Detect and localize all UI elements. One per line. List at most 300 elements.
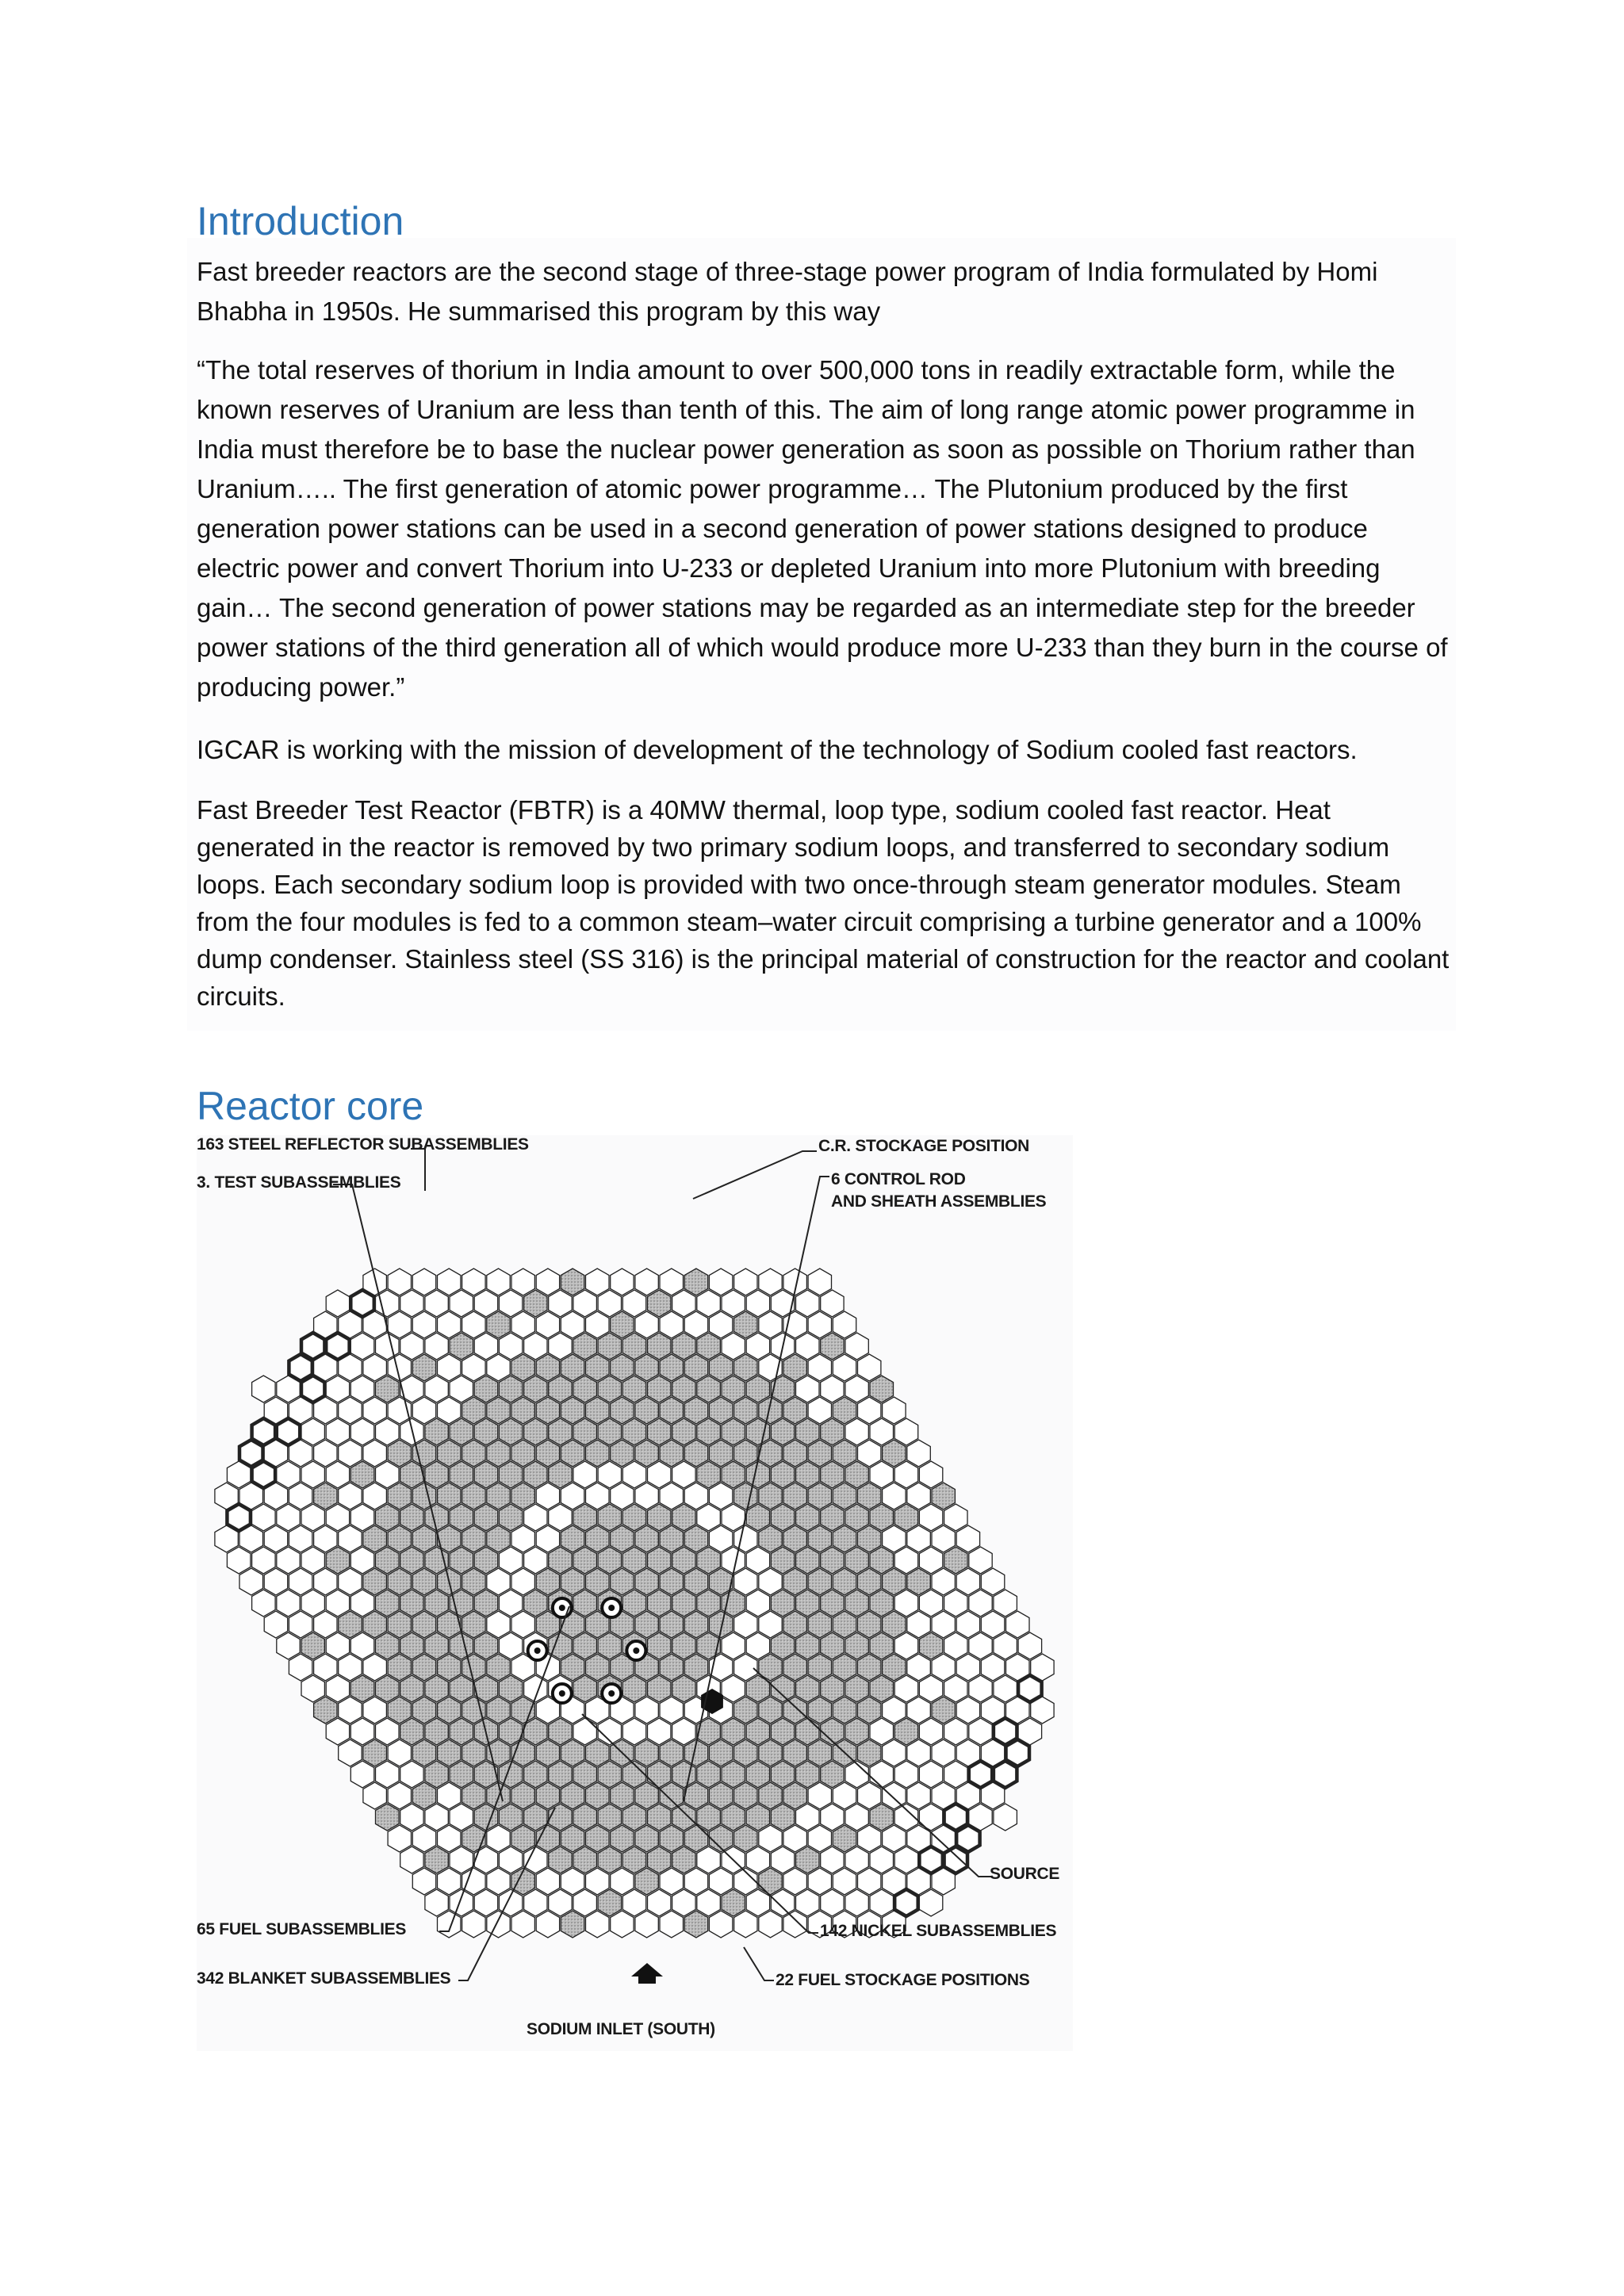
core-hex-cell [611,1911,634,1938]
core-hex-cell [660,1697,684,1724]
core-hex-cell [858,1397,881,1424]
core-hex-cell [301,1504,324,1531]
introduction-heading: Introduction [197,199,404,243]
core-hex-cell [648,1333,671,1360]
control-rod-dot [608,1605,615,1611]
core-hex-cell [561,1269,584,1295]
core-hex-cell [709,1269,732,1295]
core-hex-cell [301,1547,324,1574]
intro-quote-paragraph: “The total reserves of thorium in India amount to over 500,000 tons in readily extractable form, while the known reserves of Uranium are less than tenth of this. The aim of long range atomic power programme in India must therefore be to base the nuclear power generation as soon as possible on Thorium rather than Uranium….. The first generation of atomic power programme… The Plutonium produced by the first generation power stations can be used in a second generation of power stations designed to produce electric power and convert Thorium into U-233 or depleted Uranium into more Plutonium with breeding gain… The second generation of power stations may be regarded as an intermediate step for the breeder power stations of the third generation all of which would produce more U-233 than they burn in the course of producing power.” [197,355,1448,702]
core-hex-cell [697,1461,721,1488]
label-source: SOURCE [990,1865,1060,1883]
core-hex-cell [450,1761,473,1788]
core-hex-cell [438,1269,461,1295]
core-hex-cell [660,1354,684,1381]
core-hex-cell [289,1611,312,1638]
core-hex-cell [734,1782,757,1809]
core-hex-cell [1018,1632,1042,1659]
core-hex-cell [870,1675,894,1702]
core-hex-cell [759,1782,782,1809]
core-hex-cell [956,1697,979,1724]
core-hex-cell [833,1525,856,1552]
core-hex-cell [611,1525,634,1552]
core-hex-cell [376,1675,400,1702]
core-hex-cell [833,1611,856,1638]
core-hex-cell [363,1397,387,1424]
core-hex-cell [870,1804,894,1831]
core-hex-cell [783,1354,807,1381]
core-hex-cell [894,1590,918,1617]
core-hex-cell [684,1397,708,1424]
core-hex-cell [994,1632,1017,1659]
core-hex-cell [573,1461,597,1488]
core-hex-cell [833,1697,856,1724]
core-hex-cell [412,1782,435,1809]
core-hex-cell [648,1461,671,1488]
core-hex-cell [611,1440,634,1467]
core-hex-cell [326,1376,349,1402]
core-hex-cell [462,1525,486,1552]
core-hex-cell [487,1483,510,1510]
core-hex-cell [425,1461,448,1488]
core-hex-cell [919,1718,942,1745]
core-hex-cell [586,1354,610,1381]
core-hex-cell [586,1739,610,1766]
core-hex-cell [400,1632,423,1659]
core-hex-cell [932,1611,955,1638]
core-hex-cell [499,1290,522,1317]
core-hex-cell [450,1418,473,1445]
core-hex-cell [635,1269,658,1295]
core-hex-cell [821,1504,844,1531]
core-hex-cell [771,1804,795,1831]
core-hex-cell [536,1483,559,1510]
core-hex-cell [845,1846,868,1873]
core-hex-cell [474,1590,498,1617]
core-hex-cell [487,1354,510,1381]
core-hex-cell [573,1590,597,1617]
core-hex-cell [722,1889,745,1916]
core-hex-cell [474,1889,498,1916]
core-hex-cell [821,1590,844,1617]
core-hex-cell [388,1568,411,1595]
core-hex-cell [894,1718,918,1745]
core-hex-cell [821,1418,844,1445]
core-hex-cell [598,1333,621,1360]
core-hex-cell [833,1654,856,1681]
core-hex-cell [438,1782,461,1809]
core-hex-cell [450,1846,473,1873]
core-hex-cell [821,1290,844,1317]
core-hex-cell [326,1290,349,1317]
core-hex-cell [981,1654,1005,1681]
core-hex-cell [511,1525,534,1552]
core-hex-cell [870,1889,894,1916]
core-hex-cell [746,1290,769,1317]
core-hex-cell [450,1590,473,1617]
core-hex-cell [808,1739,831,1766]
core-hex-cell [573,1804,597,1831]
core-hex-cell [450,1632,473,1659]
core-hex-cell [808,1568,831,1595]
core-hex-cell [277,1632,300,1659]
core-hex-cell [734,1269,757,1295]
core-hex-cell [611,1825,634,1852]
core-hex-cell [412,1654,435,1681]
core-hex-cell [425,1590,448,1617]
core-hex-cell [932,1697,955,1724]
core-hex-cell [573,1290,597,1317]
core-hex-cell [821,1761,844,1788]
core-hex-cell [821,1333,844,1360]
core-hex-cell [697,1761,721,1788]
core-hex-cell [746,1461,769,1488]
core-hex-cell [425,1846,448,1873]
core-hex-cell [438,1654,461,1681]
core-hex-cell [883,1739,906,1766]
core-hex-cell [722,1675,745,1702]
core-hex-cell [907,1611,931,1638]
core-hex-cell [648,1889,671,1916]
core-hex-cell [339,1440,362,1467]
core-hex-cell [858,1568,881,1595]
core-hex-cell [549,1376,573,1402]
core-hex-cell [622,1547,645,1574]
core-hex-cell [314,1654,337,1681]
core-hex-cell [759,1739,782,1766]
core-hex-cell [722,1718,745,1745]
core-hex-cell [746,1761,769,1788]
core-hex-cell [598,1632,621,1659]
core-hex-cell [425,1504,448,1531]
core-hex-cell [339,1654,362,1681]
core-hex-cell [833,1568,856,1595]
core-hex-cell [833,1483,856,1510]
label-steel-reflector: 163 STEEL REFLECTOR SUBASSEMBLIES [197,1135,529,1154]
core-hex-cell [894,1547,918,1574]
core-hex-cell [660,1397,684,1424]
core-hex-cell [474,1376,498,1402]
core-hex-cell [833,1354,856,1381]
core-hex-cell [734,1697,757,1724]
core-hex-cell [734,1911,757,1938]
core-hex-cell [314,1483,337,1510]
core-hex-cell [549,1418,573,1445]
core-hex-cell [438,1483,461,1510]
core-hex-cell [746,1846,769,1873]
core-hex-cell [672,1461,696,1488]
core-hex-cell [783,1654,807,1681]
hex-grid [215,1269,1054,1938]
core-hex-cell [622,1376,645,1402]
core-hex-cell [821,1376,844,1402]
core-hex-cell [339,1397,362,1424]
core-hex-cell [326,1590,349,1617]
core-hex-cell [648,1718,671,1745]
core-hex-cell [759,1611,782,1638]
core-hex-cell [561,1911,584,1938]
core-hex-cell [412,1697,435,1724]
core-hex-cell [858,1440,881,1467]
core-hex-cell [289,1525,312,1552]
core-hex-cell [709,1911,732,1938]
core-hex-cell [499,1504,522,1531]
core-hex-cell [870,1761,894,1788]
core-hex-cell [746,1590,769,1617]
core-hex-cell [845,1590,868,1617]
leader-line [744,1947,774,1980]
core-hex-cell [697,1590,721,1617]
core-hex-cell [536,1911,559,1938]
core-hex-cell [524,1804,547,1831]
core-hex-cell [252,1547,276,1574]
core-hex-cell [450,1718,473,1745]
core-hex-cell [635,1525,658,1552]
core-hex-cell [450,1504,473,1531]
core-hex-cell [734,1825,757,1852]
core-hex-cell [400,1333,423,1360]
core-hex-cell [697,1804,721,1831]
core-hex-cell [697,1889,721,1916]
core-hex-cell [339,1697,362,1724]
core-hex-cell [648,1376,671,1402]
core-hex-cell [511,1440,534,1467]
core-hex-cell [561,1782,584,1809]
core-hex-cell [808,1354,831,1381]
core-hex-cell [536,1440,559,1467]
core-hex-cell [511,1782,534,1809]
core-hex-cell [944,1632,967,1659]
core-hex-cell [672,1632,696,1659]
core-hex-cell [919,1504,942,1531]
core-hex-cell [894,1675,918,1702]
core-hex-cell [573,1376,597,1402]
core-hex-cell [549,1290,573,1317]
core-hex-cell [487,1269,510,1295]
core-hex-cell [808,1311,831,1338]
core-hex-cell [697,1547,721,1574]
core-hex-cell [944,1504,967,1531]
leader-line [411,1149,425,1191]
core-hex-cell [672,1376,696,1402]
core-hex-cell [759,1697,782,1724]
core-hex-cell [796,1846,820,1873]
core-hex-cell [746,1504,769,1531]
core-hex-cell [845,1632,868,1659]
core-hex-cell [549,1804,573,1831]
core-hex-cell [783,1782,807,1809]
core-hex-cell [648,1290,671,1317]
core-hex-cell [462,1739,486,1766]
core-hex-cell [586,1654,610,1681]
core-hex-cell [450,1333,473,1360]
core-hex-cell [350,1504,374,1531]
core-hex-cell [438,1697,461,1724]
core-hex-cell [388,1483,411,1510]
core-hex-cell [622,1889,645,1916]
core-hex-cell [894,1461,918,1488]
core-hex-cell [289,1568,312,1595]
core-hex-cell [783,1440,807,1467]
core-hex-cell [783,1911,807,1938]
core-hex-cell [350,1590,374,1617]
core-hex-cell [462,1440,486,1467]
core-hex-cell [524,1290,547,1317]
core-hex-cell [412,1354,435,1381]
core-hex-cell [573,1718,597,1745]
core-hex-cell [462,1483,486,1510]
core-hex-cell [759,1568,782,1595]
core-hex-cell [734,1611,757,1638]
core-hex-cell [363,1611,387,1638]
core-hex-cell [301,1675,324,1702]
core-hex-cell [684,1440,708,1467]
core-hex-cell [808,1440,831,1467]
core-hex-cell [821,1632,844,1659]
core-hex-cell [919,1889,942,1916]
core-hex-cell [883,1611,906,1638]
core-hex-cell [969,1718,992,1745]
core-hex-cell [573,1846,597,1873]
core-hex-cell [684,1483,708,1510]
core-hex-cell [944,1590,967,1617]
core-hex-cell [883,1697,906,1724]
core-hex-cell [845,1718,868,1745]
core-hex-cell [894,1418,918,1445]
core-hex-cell [796,1761,820,1788]
core-hex-cell [511,1568,534,1595]
core-hex-cell [339,1611,362,1638]
core-hex-cell [350,1547,374,1574]
core-hex-cell [363,1654,387,1681]
core-hex-cell [511,1611,534,1638]
core-hex-cell [622,1461,645,1488]
core-hex-cell [956,1611,979,1638]
core-hex-cell [376,1804,400,1831]
core-hex-cell [709,1354,732,1381]
core-hex-cell [611,1269,634,1295]
core-hex-cell [660,1825,684,1852]
core-hex-cell [326,1718,349,1745]
core-hex-cell [672,1590,696,1617]
core-hex-cell [376,1761,400,1788]
core-hex-cell [363,1697,387,1724]
core-hex-cell [660,1483,684,1510]
core-hex-cell [350,1761,374,1788]
core-hex-cell [573,1889,597,1916]
core-hex-cell [400,1718,423,1745]
core-hex-cell [845,1333,868,1360]
core-hex-cell [363,1440,387,1467]
core-hex-cell [412,1269,435,1295]
core-hex-cell [907,1568,931,1595]
core-hex-cell [722,1504,745,1531]
core-hex-cell [746,1547,769,1574]
core-hex-cell [622,1846,645,1873]
core-hex-cell [462,1611,486,1638]
label-blanket-subassemblies: 342 BLANKET SUBASSEMBLIES [197,1969,451,1988]
core-hex-cell [561,1568,584,1595]
label-cr-stockage: C.R. STOCKAGE POSITION [818,1137,1030,1155]
core-hex-cell [932,1525,955,1552]
core-hex-cell [487,1611,510,1638]
core-hex-cell [573,1504,597,1531]
core-hex-cell [944,1718,967,1745]
core-hex-cell [648,1846,671,1873]
core-hex-cell [759,1911,782,1938]
core-hex-cell [932,1568,955,1595]
core-hex-cell [450,1461,473,1488]
core-hex-cell [549,1761,573,1788]
core-hex-cell [474,1290,498,1317]
core-hex-cell [821,1846,844,1873]
core-hex-cell [672,1804,696,1831]
core-hex-cell [524,1376,547,1402]
core-hex-cell [598,1461,621,1488]
core-hex-cell [376,1376,400,1402]
core-hex-cell [573,1675,597,1702]
core-hex-cell [771,1418,795,1445]
core-hex-cell [499,1547,522,1574]
core-hex-cell [549,1504,573,1531]
core-hex-cell [586,1397,610,1424]
control-rod-dot [534,1647,541,1654]
core-hex-cell [635,1397,658,1424]
core-hex-cell [376,1333,400,1360]
core-hex-cell [858,1483,881,1510]
core-hex-cell [549,1846,573,1873]
core-hex-cell [746,1376,769,1402]
core-hex-cell [277,1547,300,1574]
core-hex-cell [561,1483,584,1510]
core-hex-cell [796,1418,820,1445]
core-hex-cell [734,1311,757,1338]
core-hex-cell [474,1846,498,1873]
core-hex-cell [858,1868,881,1895]
core-hex-cell [611,1354,634,1381]
core-hex-cell [734,1525,757,1552]
core-hex-cell [796,1590,820,1617]
core-hex-cell [376,1547,400,1574]
core-hex-cell [981,1568,1005,1595]
core-hex-cell [672,1504,696,1531]
core-hex-cell [883,1825,906,1852]
core-hex-cell [894,1504,918,1531]
core-hex-cell [783,1739,807,1766]
core-hex-cell [919,1547,942,1574]
core-hex-cell [499,1333,522,1360]
label-nickel-subassemblies: 142 NICKEL SUBASSEMBLIES [820,1922,1057,1940]
core-hex-cell [796,1632,820,1659]
core-hex-cell [314,1525,337,1552]
core-hex-cell [660,1782,684,1809]
core-hex-cell [771,1632,795,1659]
core-hex-cell [907,1525,931,1552]
core-hex-cell [524,1718,547,1745]
intro-paragraph-fbtr: Fast Breeder Test Reactor (FBTR) is a 40MW thermal, loop type, sodium cooled fast reactor. Heat generated in the reactor is removed by two primary sodium loops, and transferred to secondary sodium loops. Each secondary sodium loop is provided with two once-through steam generator modules. Steam from the four modules is fed to a common steam–water circuit comprising a turbine generator and a 100% dump condenser. Stainless steel (SS 316) is the principal material of construction for the reactor and coolant circuits. [197,795,1450,1011]
core-hex-cell [870,1846,894,1873]
core-hex-cell [438,1868,461,1895]
core-hex-cell [536,1269,559,1295]
core-hex-cell [450,1804,473,1831]
core-hex-cell [796,1461,820,1488]
core-hex-cell [511,1483,534,1510]
label-control-rod: 6 CONTROL ROD AND SHEATH ASSEMBLIES [831,1170,1047,1211]
core-hex-cell [759,1483,782,1510]
core-hex-cell [400,1547,423,1574]
core-hex-cell [549,1333,573,1360]
core-hex-cell [450,1547,473,1574]
